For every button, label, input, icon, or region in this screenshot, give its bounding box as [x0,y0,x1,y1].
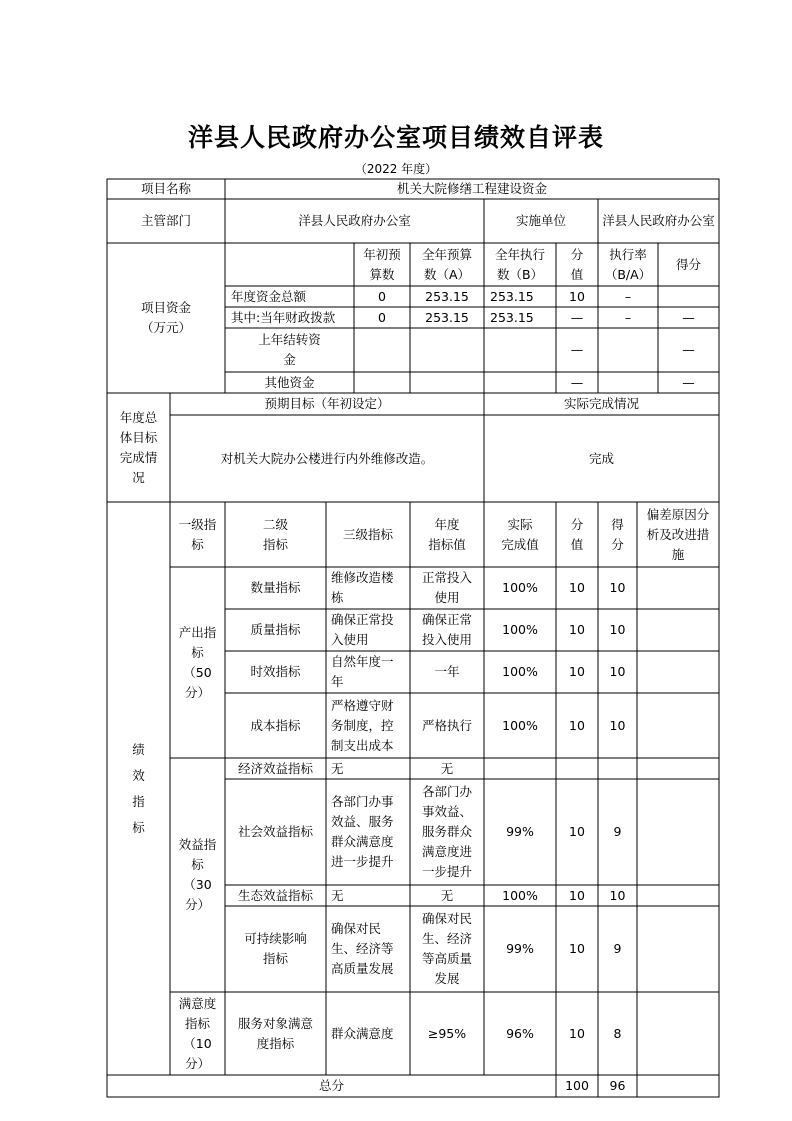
indicator-score: 9 [613,824,622,839]
total-label: 总分 [318,1078,344,1093]
indicator-target: 各部门办 事效益、 服务群众 满意度进 一步提升 [421,784,472,879]
indicator-level2: 时效指标 [250,664,301,679]
indicator-level2: 成本指标 [250,717,301,733]
indicator-actual: 100% [502,717,538,733]
indicator-note [637,885,719,906]
dept-value: 洋县人民政府办公室 [298,213,411,228]
funds-cell: 253.15 [490,288,534,304]
indicator-level2: 服务对象满意 度指标 [237,1015,313,1051]
indicator-note [637,651,719,693]
funds-header: 执行率 （B/A） [604,246,652,282]
perf-header: 二级 指标 [262,516,288,552]
report-year: （2022 年度） [354,162,438,176]
indicator-target: ≥95% [427,1025,467,1041]
funds-cell: 0 [378,288,386,304]
indicator-actual: 99% [506,941,534,956]
funds-cell: 253.15 [425,309,469,325]
indicator-score: 10 [609,664,626,679]
funds-header: 年初预 算数 [363,246,401,282]
dept-label: 主管部门 [140,213,191,228]
indicator-score [598,758,637,779]
indicator-actual: 100% [502,664,538,679]
funds-cell: — [682,374,695,390]
indicator-score: 10 [609,580,626,595]
funds-cell [658,286,719,307]
indicator-actual: 100% [502,580,538,595]
indicator-actual: 100% [502,887,538,903]
funds-cell: — [570,309,584,325]
funds-row-label: 其中:当年财政拨款 [231,309,336,325]
funds-cell: — [570,374,584,390]
impl-value: 洋县人民政府办公室 [602,213,715,228]
funds-row-label: 其他资金 [264,374,315,390]
indicator-note [637,609,719,651]
indicator-level3: 确保对民 生、经济等 高质量发展 [331,921,394,976]
indicator-note [637,567,719,609]
indicator-level3: 严格遵守财 务制度，控 制支出成本 [331,697,394,753]
indicator-target: 无 [440,887,454,903]
indicator-score-full: 10 [569,622,585,637]
indicator-actual [484,758,556,779]
indicator-score-full: 10 [569,941,585,956]
indicator-level2: 可持续影响 指标 [244,931,307,966]
indicator-level2: 数量指标 [250,580,301,595]
project-name-label: 项目名称 [140,181,191,196]
perf-group-benefit: 效益指 标 （30 分） [178,837,217,912]
indicator-target: 严格执行 [421,717,472,733]
perf-header: 分 值 [570,516,584,552]
indicator-actual: 100% [502,622,538,637]
indicator-note [637,758,719,779]
funds-cell: 253.15 [490,309,534,325]
perf-header: 偏差原因分 析及改进措 施 [646,506,710,562]
indicator-target: 无 [440,760,454,776]
indicator-score-full: 10 [569,1025,585,1041]
indicator-actual: 96% [506,1025,534,1041]
indicator-level2: 社会效益指标 [237,824,313,839]
goals-label: 年度总 体目标 完成情 况 [119,409,158,485]
funds-header: 分 值 [570,246,584,282]
total-score: 96 [609,1078,626,1093]
funds-cell: — [570,342,584,357]
funds-row-label: 上年结转资 金 [258,332,321,367]
funds-header: 得分 [675,256,701,272]
indicator-score-full: 10 [569,717,585,733]
indicator-score-full: 10 [569,887,585,903]
indicator-level3: 确保正常投 入使用 [331,612,394,647]
indicator-note [637,992,719,1075]
indicator-level3: 维修改造楼 栋 [331,570,394,605]
page-title: 洋县人民政府办公室项目绩效自评表 [187,123,604,152]
indicator-score: 10 [609,622,626,637]
perf-label: 绩 效 指 标 [132,741,145,835]
indicator-score: 8 [613,1025,622,1041]
indicator-target: 确保正常 投入使用 [421,612,472,647]
project-name-value: 机关大院修缮工程建设资金 [396,181,547,196]
perf-header: 三级指标 [342,526,393,542]
indicator-level2: 生态效益指标 [237,887,313,903]
goals-expected: 对机关大院办公楼进行内外维修改造。 [220,450,434,466]
perf-header: 得 分 [611,516,624,552]
funds-cell: — [682,342,695,357]
indicator-score-full: 10 [569,580,585,595]
funds-header: 全年执行 数（B） [494,246,545,282]
indicator-score: 10 [609,717,626,733]
indicator-score: 9 [613,941,622,956]
indicator-score-full: 10 [569,824,585,839]
perf-group-output: 产出指 标 （50 分） [178,624,217,700]
perf-header: 一级指 标 [178,516,217,552]
indicator-note [637,906,719,992]
indicator-target: 确保对民 生、经济 等高质量 发展 [421,911,472,986]
funds-cell: — [682,309,695,325]
funds-label: 项目资金 （万元） [140,300,191,335]
indicator-level3: 群众满意度 [331,1025,394,1041]
indicator-score-full [556,758,598,779]
funds-cell: 253.15 [425,288,469,304]
funds-cell: – [624,288,632,304]
total-score-full: 100 [565,1078,589,1093]
indicator-level3: 无 [331,760,344,776]
goals-expected-header: 预期目标（年初设定） [264,396,390,411]
indicator-level3: 无 [331,887,344,903]
indicator-target: 一年 [434,664,460,679]
funds-cell: 10 [569,288,585,304]
perf-group-satisfaction: 满意度 指标 （10 分） [178,995,217,1071]
goals-actual-header: 实际完成情况 [563,396,639,411]
indicator-score: 10 [609,887,626,903]
indicator-level2: 经济效益指标 [237,760,313,776]
funds-row-label: 年度资金总额 [231,288,307,304]
indicator-note [637,779,719,885]
indicator-level3: 各部门办事 效益、服务 群众满意度 进一步提升 [331,794,394,869]
indicator-score-full: 10 [569,664,585,679]
funds-cell: – [624,309,632,325]
goals-actual: 完成 [588,450,614,466]
funds-header: 全年预算 数（A） [421,246,472,282]
indicator-target: 正常投入 使用 [421,570,472,605]
indicator-level2: 质量指标 [250,622,301,637]
indicator-actual: 99% [506,824,534,839]
indicator-level3: 自然年度一 年 [331,654,394,689]
funds-cell: 0 [378,309,386,325]
indicator-note [637,693,719,758]
impl-label: 实施单位 [515,213,566,228]
perf-header: 实际 完成值 [501,516,539,552]
perf-header: 年度 指标值 [428,516,466,552]
